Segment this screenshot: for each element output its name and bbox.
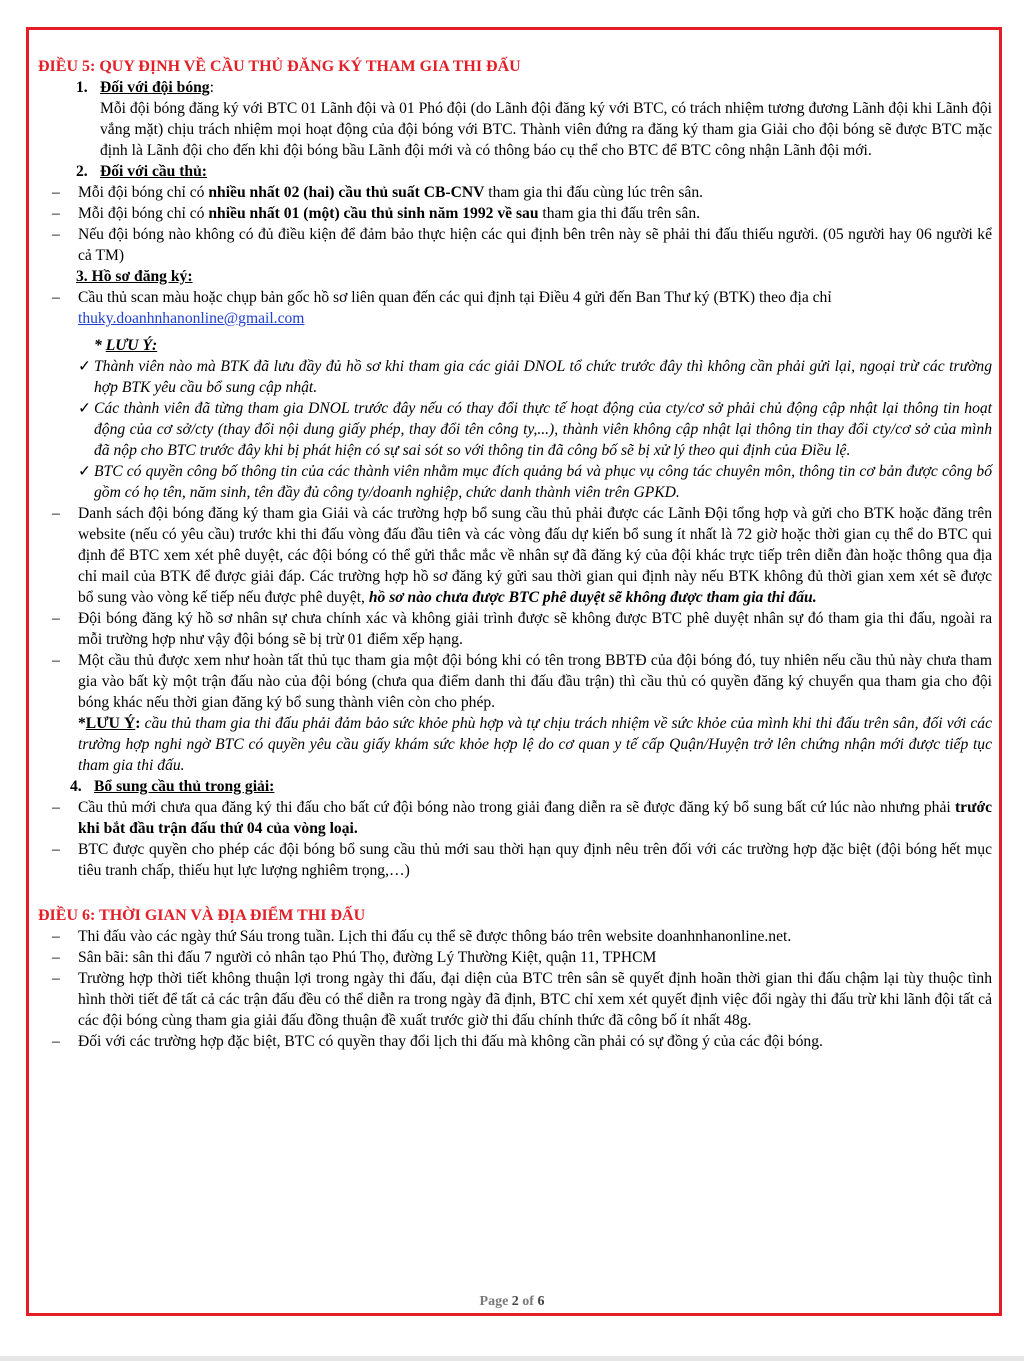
check-item-2: ✓ Các thành viên đã từng tham gia DNOL trước đây nếu có thay đổi thực tế hoạt động của cty/cơ sở phải chủ động cập nhật lại thông tin hoạt động của cơ sở/cty (thay đổi nội dung giấy phép, thay đổi tên công ty,...), thành viên không cập nhật lại thông tin thay đổi cty/cơ sở của mình đã nộp cho BTC trước đây khi bị phát hiện có sự sai sót so với thông tin đã công bố sẽ bị xử lý theo qui định của Điều lệ.	[78, 400, 992, 459]
viewer-bottom-edge	[0, 1356, 1024, 1361]
bullet-nam-sinh: – Mỗi đội bóng chỉ có nhiều nhất 01 (một) cầu thủ sinh năm 1992 về sau tham gia thi đấu trên sân.	[38, 203, 992, 224]
note-suc-khoe: *LƯU Ý: cầu thủ tham gia thi đấu phải đảm bảo sức khỏe phù hợp và tự chịu trách nhiệm về sức khỏe của mình khi thi đấu trên sân, đối với các trường hợp nghi ngờ BTC có quyền yêu cầu giấy khám sức khỏe hợp lệ do cơ quan y tế cấp Quận/Huyện trở lên chứng nhận mới được tiếp tục tham gia thi đấu.	[78, 715, 993, 774]
bullet-chuyen-doi: – Một cầu thủ được xem như hoàn tất thủ tục tham gia một đội bóng khi có tên trong BBTĐ của đội bóng đó, tuy nhiên nếu cầu thủ này chưa tham gia vào bất kỳ một trận đấu nào của đội bóng (chưa qua điểm danh thi đấu đầu trận) thì cầu thủ có quyền đăng ký chuyển qua tham gia cho đội bóng khác nếu thời gian đăng ký bổ sung thành viên còn cho phép.	[38, 650, 992, 713]
bullet-thoi-tiet: – Trường hợp thời tiết không thuận lợi trong ngày thi đấu, đại diện của BTC trên sân sẽ quyết định hoãn thời gian thi đấu chậm lại tùy thuộc tình hình thời tiết để tất cả các trận đấu đều có thể diễn ra trong ngày đã định, BTC chỉ xem xét quyết định việc đổi ngày thi đấu trừ khi lãnh đội tất cả các đội bóng cùng tham gia giải đấu đồng thuận đề xuất trước giờ thi đấu chính thức đã công bố ít nhất 48g.	[38, 968, 992, 1031]
section-5-title: ĐIỀU 5: QUY ĐỊNH VỀ CẦU THỦ ĐĂNG KÝ THAM GIA THI ĐẤU	[38, 58, 521, 75]
email-link[interactable]: thuky.doanhnhanonline@gmail.com	[78, 310, 305, 327]
bullet-tru-diem: – Đội bóng đăng ký hồ sơ nhân sự chưa chính xác và không giải trình được sẽ không được BTC phê duyệt nhân sự đó tham gia thi đấu, ngoài ra mỗi trường hợp như vậy đội bóng sẽ bị trừ 01 điểm xếp hạng.	[38, 608, 992, 650]
page-footer: Page 2 of 6	[479, 1294, 545, 1309]
paragraph-doi-bong: Mỗi đội bóng đăng ký với BTC 01 Lãnh đội và 01 Phó đội (do Lãnh đội đăng ký với BTC, có trách nhiệm tương đương Lãnh đội khi Lãnh đội vắng mặt) chịu trách nhiệm mọi hoạt động của đội bóng với BTC. Thành viên đứng ra đăng ký tham gia Giải cho đội bóng sẽ được BTC mặc định là Lãnh đội cho đến khi đội bóng bầu Lãnh đội mới và có thông báo cụ thể cho BTC để BTC công nhận Lãnh đội mới.	[100, 100, 992, 159]
note-heading: * LƯU Ý:	[94, 337, 158, 354]
check-item-3: ✓ BTC có quyền công bố thông tin của các thành viên nhằm mục đích quảng bá và phục vụ công tác chuyên môn, thông tin cơ bản được công bố gồm có họ tên, năm sinh, tên đầy đủ công ty/doanh nghiệp, chức danh thành viên trên GPKD.	[78, 463, 992, 501]
bullet-dac-biet: – Đối với các trường hợp đặc biệt, BTC có quyền thay đổi lịch thi đấu mà không cần phải có sự đồng ý của các đội bóng.	[38, 1031, 992, 1052]
heading-bo-sung: 4. Bổ sung cầu thủ trong giải:	[70, 778, 275, 795]
bullet-cbcnv: – Mỗi đội bóng chỉ có nhiều nhất 02 (hai) cầu thủ suất CB-CNV tham gia thi đấu cùng lúc trên sân.	[38, 182, 992, 203]
document-body	[38, 56, 992, 1052]
bullet-lich-thi-dau: – Thi đấu vào các ngày thứ Sáu trong tuần. Lịch thi đấu cụ thể sẽ được thông báo trên website doanhnhanonline.net.	[38, 926, 992, 947]
heading-doi-bong: 1. Đối với đội bóng:	[76, 79, 214, 96]
check-icon: ✓	[78, 358, 92, 375]
heading-cau-thu: 2. Đối với cầu thủ:	[76, 163, 207, 180]
bullet-thieu-nguoi: – Nếu đội bóng nào không có đủ điều kiện để đảm bảo thực hiện các qui định bên trên này sẽ phải thi đấu thiếu người. (05 người hay 06 người kể cả TM)	[38, 224, 992, 266]
bullet-danh-sach: – Danh sách đội bóng đăng ký tham gia Giải và các trường hợp bổ sung cầu thủ phải được các Lãnh Đội tổng hợp và gửi cho BTK hoặc đăng trên website (nếu có yêu cầu) trước khi thi đấu vòng đấu đầu tiên và các vòng đấu dự kiến bổ sung ít nhất là 72 giờ hoặc thời gian cụ thể do BTC qui định để BTC xem xét phê duyệt, các đội bóng có thể gửi thắc mắc về nhân sự đã đăng ký của đội khác trực tiếp trên diễn đàn hoặc thông qua địa chỉ mail của BTK để được giải đáp. Các trường hợp hồ sơ đăng ký gửi sau thời gian qui định này nếu BTK không đủ thời gian xem xét sẽ được bổ sung vào vòng kế tiếp nếu được phê duyệt, hồ sơ nào chưa được BTC phê duyệt sẽ không được tham gia thi đấu.	[38, 503, 992, 608]
heading-ho-so: 3. Hồ sơ đăng ký:	[76, 268, 193, 285]
check-icon: ✓	[78, 463, 92, 480]
bullet-san-bai: – Sân bãi: sân thi đấu 7 người cỏ nhân tạo Phú Thọ, đường Lý Thường Kiệt, quận 11, TPHCM	[38, 947, 992, 968]
bullet-bo-sung-1: – Cầu thủ mới chưa qua đăng ký thi đấu cho bất cứ đội bóng nào trong giải đang diễn ra sẽ được đăng ký bổ sung bất cứ lúc nào nhưng phải trước khi bắt đầu trận đấu thứ 04 của vòng loại.	[38, 797, 992, 839]
check-item-1: ✓ Thành viên nào mà BTK đã lưu đầy đủ hồ sơ khi tham gia các giải DNOL tổ chức trước đây thì không cần phải gửi lại, ngoại trừ các trường hợp BTK yêu cầu bổ sung cập nhật.	[78, 358, 992, 396]
check-icon: ✓	[78, 400, 92, 417]
section-6-title: ĐIỀU 6: THỜI GIAN VÀ ĐỊA ĐIỂM THI ĐẤU	[38, 907, 366, 924]
bullet-ho-so: – Cầu thủ scan màu hoặc chụp bản gốc hồ sơ liên quan đến các qui định tại Điều 4 gửi đến Ban Thư ký (BTK) theo địa chỉ thuky.doanhnhanonline@gmail.com	[38, 287, 992, 329]
bullet-bo-sung-2: – BTC được quyền cho phép các đội bóng bổ sung cầu thủ mới sau thời hạn quy định nêu trên đối với các trường hợp đặc biệt (đội bóng hết mục tiêu tranh chấp, thiếu hụt lực lượng nghiêm trọng,…)	[38, 839, 992, 881]
